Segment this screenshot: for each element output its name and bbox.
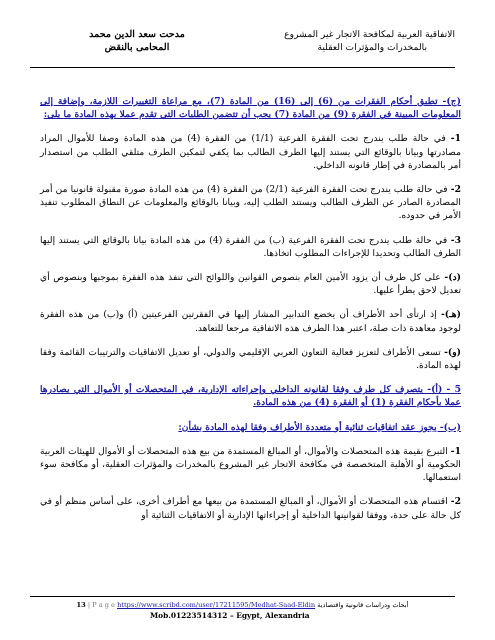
paragraph-text: في حالة طلب يندرج تحت الفقرة الفرعية (1/1) من الفقرة (4) من هذه المادة وصفا للأموال المراد مصادرتها وبيانا بالوقائع التي يستند إليها الطرف الطالب بما يكفي لتمكين الطرف متلقي الطلب من استصدار أمر بالمصادرة في إطار قانونه الداخلي. — [40, 133, 461, 171]
subparagraph-1 — [40, 445, 461, 485]
paragraph-text: على كل طرف أن يزود الأمين العام بنصوص القوانين واللوائح التي تنفذ هذه الفقرة بموجبها وبنصوص أي تعديل لاحق يطرأ عليها. — [40, 272, 461, 297]
paragraph-5: 5 - (أ)- يتصرف كل طرف وفقا لقانونه الداخلي وإجراءاته الإدارية، في المتحصلات أو الأموال التي يصادرها عملا بأحكام الفقرة (1) أو الفقرة (4) من هذه المادة. — [40, 384, 461, 409]
footer-line1: 13 | P a g e https://www.scribd.com/user/17211595/Medhat-Saad-Eldin أبحاث ودراسات قانونية واقتصادية — [76, 601, 409, 609]
header-title-line1: الاتفاقية العربية لمكافحة الاتجار غير المشروع — [284, 29, 455, 40]
paragraph-2 — [40, 183, 461, 223]
item-number: 1- — [450, 133, 462, 145]
paragraph-text: تسعى الأطراف لتعزيز فعالية التعاون العربي الإقليمي والدولي، أو تعديل الاتفاقيات والترتيبات القائمة وفقا لهذه المادة. — [40, 346, 461, 372]
paragraph-3 — [40, 234, 461, 260]
item-label: (و)- — [444, 346, 462, 358]
author-name: مدحت سعد الدين محمد — [89, 29, 185, 40]
paragraph-b: (ب)- يجوز عقد اتفاقيات ثنائية أو متعددة الأطراف وفقا لهذه المادة بشأن: — [178, 421, 461, 433]
paragraph-d — [40, 271, 461, 297]
paragraph-text: إذ ارتأى أحد الأطراف أن يخضع التدابير المشار إليها في الفقرتين الفرعيتين (أ) و(ب) من هذه الفقرة لوجود معاهدة ذات صلة، اعتبر هذا الطرف هذه الاتفاقية مرجعا للتعاهد. — [40, 309, 461, 334]
paragraph-j: (ج)- تطبق أحكام الفقرات من (6) إلى (16) من المادة (7)، مع مراعاة التغييرات اللازمة، وإضافة إلى المعلومات المبينة في الفقرة (9) من المادة (7) يجب أن تتضمن الطلبات التى تقدم عملا بهذه المادة ما يلى: — [40, 96, 461, 121]
item-number: 2- — [450, 496, 462, 508]
header-divider — [30, 67, 455, 68]
paragraph-1 — [40, 132, 461, 172]
paragraph-text: في حالة طلب يندرج تحت الفقرة الفرعية (2/1) من الفقرة (4) من هذه المادة صورة مقبولة قانونيا من أمر المصادرة الصادر عن الطرف الطالب ويستند الطلب إليه، وبيانا بالوقائع والمعلومات عن النطاق المطلوب تنفيذ الأمر في حدوده. — [40, 184, 461, 222]
page-number: 13 — [76, 601, 86, 609]
header-author — [52, 28, 222, 54]
paragraph-h — [40, 308, 461, 334]
document-body — [40, 95, 461, 533]
item-number: 2- — [450, 184, 461, 196]
scribd-link[interactable]: https://www.scribd.com/user/17211595/Medhat-Saad-Eldin — [117, 601, 316, 609]
page-footer — [30, 596, 455, 622]
paragraph-w — [40, 346, 461, 372]
footer-note: أبحاث ودراسات قانونية واقتصادية — [317, 601, 409, 609]
footer-divider — [30, 596, 455, 597]
paragraph-text: التبرع بقيمة هذه المتحصلات والأموال، أو المبالغ المستمدة من بيع هذه المتحصلات أو الأموال للهيئات العربية الحكومية أو الأهلية المتخصصة في مكافحة الاتجار غير المشروع بالمخدرات والمؤثرات العقلية، أو مكافحة سوء استعمالها. — [40, 445, 461, 484]
paragraph-text: اقتسام هذه المتحصلات أو الأموال، أو المبالغ المستمدة من بيعها مع أطراف أخرى، على أساس منظم أو في كل حالة على حدة، ووفقا لقوانينها الداخلية أو إجراءاتها الإدارية أو الاتفاقيات الثنائية أو — [40, 496, 461, 521]
item-number: 3- — [450, 234, 461, 246]
header-convention-title — [205, 28, 455, 54]
subparagraph-2 — [40, 495, 461, 521]
page-header — [30, 28, 455, 70]
author-title: المحامى بالنقض — [104, 42, 170, 53]
item-number: 1- — [450, 445, 462, 457]
item-label: (هـ)- — [440, 309, 461, 321]
item-label: (د)- — [444, 272, 462, 284]
page-word: P a g e — [92, 601, 115, 609]
header-title-line2: بالمخدرات والمؤثرات العقلية — [317, 42, 427, 53]
footer-contact: Mob.01223514312 – Egypt, Alexandria — [150, 611, 310, 620]
paragraph-text: في حالة طلب يندرج تحت الفقرة الفرعية (ب) من الفقرة (4) من هذه المادة بيانا بالوقائع التي يستند إليها الطرف الطالب وتحديدا للإجراءات المطلوب اتخاذها. — [40, 234, 461, 259]
